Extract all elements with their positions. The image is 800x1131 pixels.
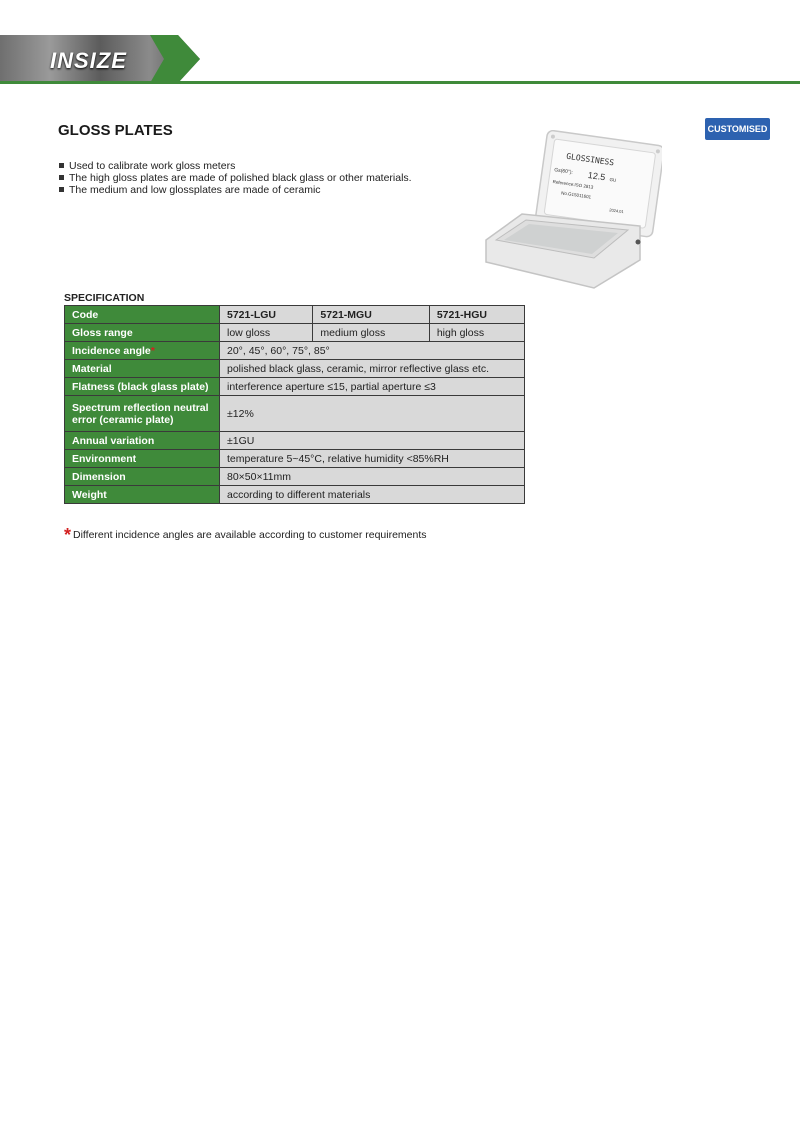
page-header [0,0,800,84]
table-row-annual-variation [65,432,525,450]
row-label: Flatness (black glass plate) [65,378,220,396]
row-value: ±1GU [220,432,525,450]
footnote-asterisk: * [64,525,72,545]
label-gs: Gs(60°): [553,167,574,176]
code-lgu: 5721-LGU [220,306,313,324]
row-label: Dimension [65,468,220,486]
row-label [65,396,220,432]
row-label: Gloss range [65,324,220,342]
code-mgu: 5721-MGU [313,306,429,324]
label-unit: GU [609,176,617,183]
footnote-text: Different incidence angles are available according to customer requirements [73,529,427,541]
row-value: ±12% [220,396,525,432]
page-title: GLOSS PLATES [58,122,173,139]
row-value: 80×50×11mm [220,468,525,486]
row-value: according to different materials [220,486,525,504]
asterisk-mark: * [150,344,155,357]
table-row-gloss-range [65,324,525,342]
gloss-low: low gloss [220,324,313,342]
row-label-text: Incidence angle [72,344,151,357]
row-value: interference aperture ≤15, partial aperture ≤3 [220,378,525,396]
label-title: GLOSSINESS [565,151,615,168]
label-value: 12.5 [587,169,607,183]
code-hgu: 5721-HGU [429,306,524,324]
customised-badge: CUSTOMISED [705,118,770,140]
row-label-line2: error (ceramic plate) [72,413,174,426]
gloss-high: high gloss [429,324,524,342]
insize-logo: INSIZE [50,48,127,73]
label-date: 2024.01 [608,207,625,215]
row-label: Weight [65,486,220,504]
table-row-material [65,360,525,378]
row-label [65,342,220,360]
label-reference: Reference:ISO 2813 [552,179,594,190]
table-row-spectrum-error [65,396,525,432]
feature-item-continued: The medium and low glossplates are made of ceramic [58,184,412,196]
feature-item: The high gloss plates are made of polished black glass or other materials. [58,172,412,184]
table-row-dimension [65,468,525,486]
row-label: Annual variation [65,432,220,450]
row-label: Code [65,306,220,324]
row-label: Environment [65,450,220,468]
row-label: Material [65,360,220,378]
row-value: temperature 5~45°C, relative humidity <85%RH [220,450,525,468]
feature-list [58,160,412,196]
specification-table [64,305,525,504]
specification-heading: SPECIFICATION [64,292,145,304]
row-label-line1: Spectrum reflection neutral [72,401,209,414]
row-value: 20°, 45°, 60°, 75°, 85° [220,342,525,360]
table-row-code [65,306,525,324]
table-row-incidence-angle [65,342,525,360]
table-row-environment [65,450,525,468]
feature-item: Used to calibrate work gloss meters [58,160,412,172]
table-row-weight [65,486,525,504]
gloss-plate-image [482,130,662,290]
row-value: polished black glass, ceramic, mirror reflective glass etc. [220,360,525,378]
gloss-medium: medium gloss [313,324,429,342]
header-divider [0,81,800,84]
label-serial: No.G15011601 [560,190,592,200]
footnote [64,522,427,543]
table-row-flatness [65,378,525,396]
